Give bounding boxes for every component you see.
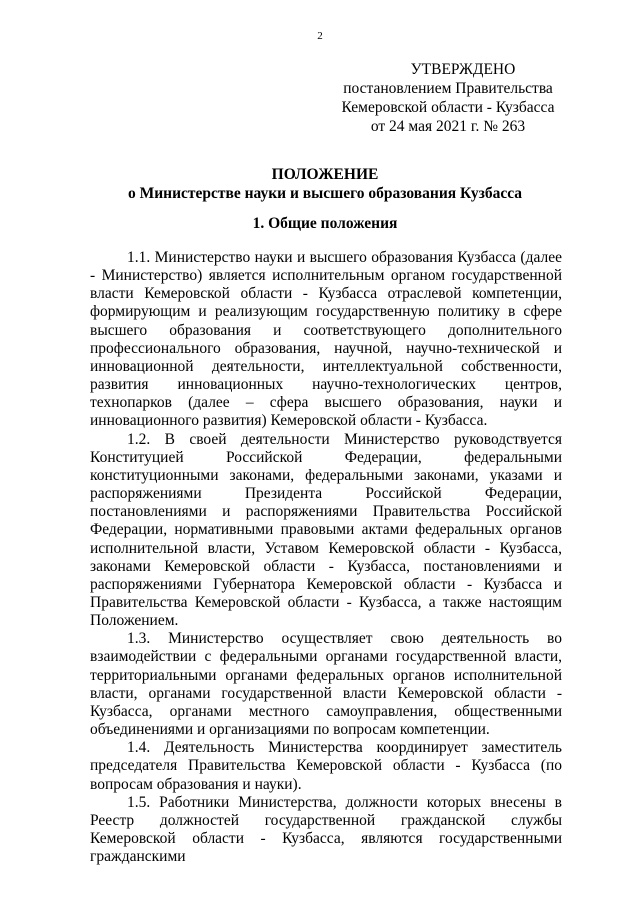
approval-line-2: Кемеровской области - Кузбасса xyxy=(341,99,555,116)
approval-line-3: от 24 мая 2021 г. № 263 xyxy=(370,118,526,135)
paragraph-1-3: 1.3. Министерство осуществляет свою деятельность во взаимодействии с федеральными органами государственной власти, территориальными органами федеральных органов исполнительной власти, органами государственной власти Кемеровской области - Кузбасса, органами местного самоуправления, общественными объединениями и организациями по вопросам компетенции. xyxy=(90,630,562,739)
paragraph-1-5: 1.5. Работники Министерства, должности которых внесены в Реестр должностей государственной гражданской службы Кемеровской области - Кузбасса, являются государственными гражданскими xyxy=(90,793,562,866)
approval-stamp xyxy=(330,60,566,136)
paragraph-1-4: 1.4. Деятельность Министерства координирует заместитель председателя Правительства Кемеровской области - Кузбасса (по вопросам образования и науки). xyxy=(90,739,562,793)
approval-status: УТВЕРЖДЕНО xyxy=(410,61,516,78)
document-body xyxy=(90,249,562,866)
page-number: 2 xyxy=(317,30,323,42)
paragraph-1-1: 1.1. Министерство науки и высшего образования Кузбасса (далее - Министерство) является исполнительным органом государственной власти Кемеровской области - Кузбасса отраслевой компетенции, формирующим и реализующим государственную политику в сфере высшего образования и соответствующего дополнительного профессионального образования, научной, научно-технической и инновационной деятельности, интеллектуальной собственности, развития инновационных научно-технологических центров, технопарков (далее – сфера высшего образования, науки и инновационного развития) Кемеровской области - Кузбасса. xyxy=(90,249,562,430)
approval-line-1: постановлением Правительства xyxy=(343,80,553,97)
section-title: 1. Общие положения xyxy=(252,215,398,232)
document-subtitle: о Министерстве науки и высшего образования Кузбасса xyxy=(127,185,523,202)
document-heading xyxy=(90,165,560,203)
document-title: ПОЛОЖЕНИЕ xyxy=(271,166,379,183)
paragraph-1-2: 1.2. В своей деятельности Министерство руководствуется Конституцией Российской Федерации, федеральными конституционными законами, федеральными законами, указами и распоряжениями Президента Российской Федерации, постановлениями и распоряжениями Правительства Российской Федерации, нормативными правовыми актами федеральных органов исполнительной власти, Уставом Кемеровской области - Кузбасса, законами Кемеровской области - Кузбасса, постановлениями и распоряжениями Губернатора Кемеровской области - Кузбасса и Правительства Кемеровской области - Кузбасса, а также настоящим Положением. xyxy=(90,430,562,630)
